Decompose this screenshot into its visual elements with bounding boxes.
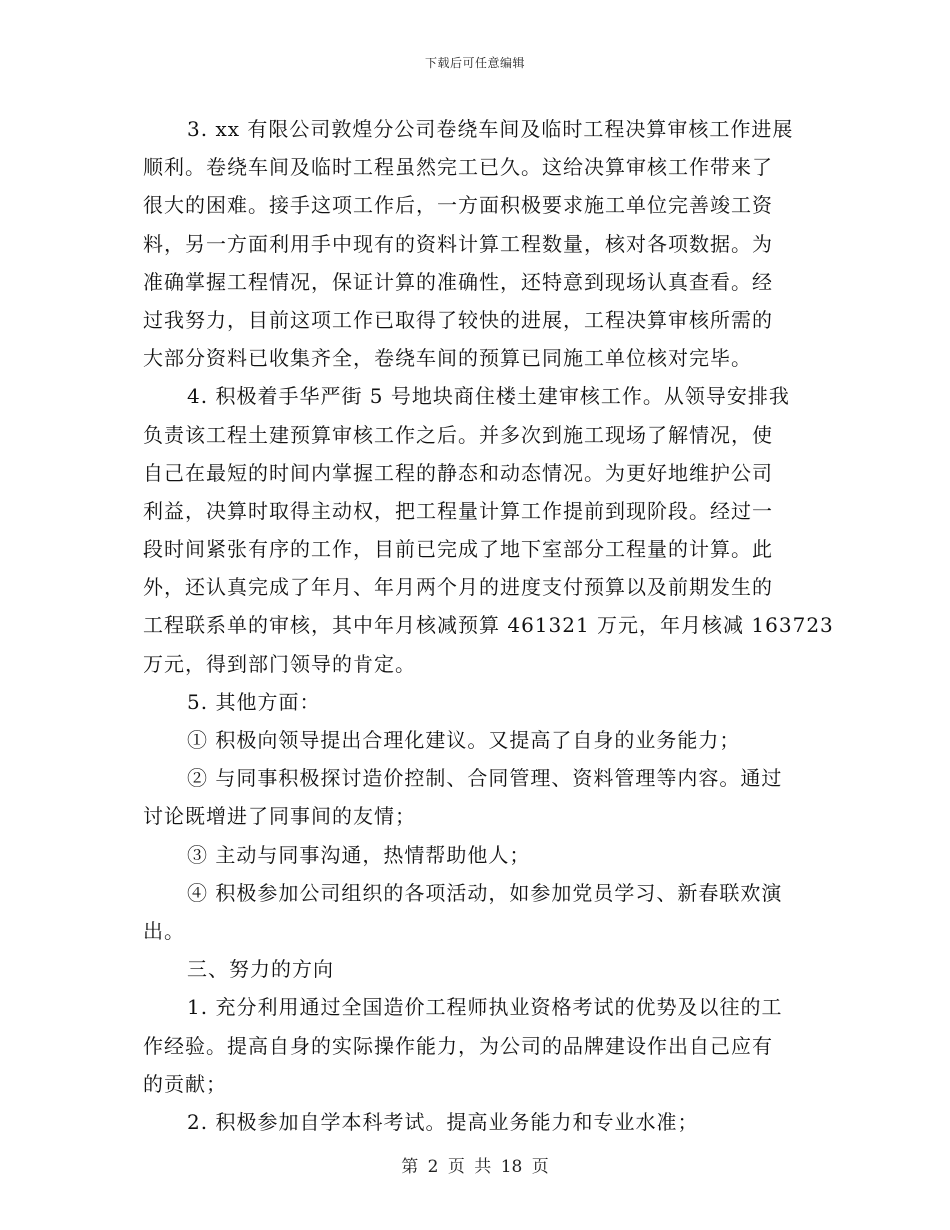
section-heading: 三、努力的方向 [187, 957, 334, 982]
list-item: ① 积极向领导提出合理化建议。又提高了自身的业务能力； [187, 728, 741, 752]
paragraph-line: 很大的困难。接手这项工作后，一方面积极要求施工单位完善竣工资 [143, 193, 773, 218]
paragraph-line: 顺利。卷绕车间及临时工程虽然完工已久。这给决算审核工作带来了 [143, 155, 773, 180]
paragraph-line: 2. 积极参加自学本科考试。提高业务能力和专业水准； [187, 1109, 699, 1134]
list-item: ③ 主动与同事沟通，热情帮助他人； [187, 842, 531, 867]
paragraph-line: 过我努力，目前这项工作已取得了较快的进展，工程决算审核所需的 [143, 307, 773, 332]
paragraph-line: 料，另一方面利用手中现有的资料计算工程数量，核对各项数据。为 [143, 231, 773, 256]
paragraph-line: 外，还认真完成了年月、年月两个月的进度支付预算以及前期发生的 [143, 575, 773, 600]
page-header: 下载后可任意编辑 [424, 56, 525, 70]
paragraph-line: 利益，决算时取得主动权，把工程量计算工作提前到现阶段。经过一 [143, 498, 773, 523]
paragraph-line: 自己在最短的时间内掌握工程的静态和动态情况。为更好地维护公司 [143, 460, 773, 485]
paragraph-line: 大部分资料已收集齐全，卷绕车间的预算已同施工单位核对完毕。 [143, 346, 752, 371]
paragraph-line: 段时间紧张有序的工作，目前已完成了地下室部分工程量的计算。此 [143, 537, 773, 562]
paragraph-line: 准确掌握工程情况，保证计算的准确性，还特意到现场认真查看。经 [143, 269, 773, 294]
list-item-continuation: 出。 [143, 918, 185, 943]
section-item: 5. 其他方面： [187, 689, 321, 714]
paragraph-line: 负责该工程土建预算审核工作之后。并多次到施工现场了解情况，使 [143, 422, 773, 447]
paragraph-line: 4. 积极着手华严街 5 号地块商住楼土建审核工作。从领导安排我 [187, 384, 790, 409]
paragraph-line: 工程联系单的审核，其中年月核减预算 461321 万元，年月核减 163723 [143, 613, 834, 638]
paragraph-line: 1. 充分利用通过全国造价工程师执业资格考试的优势及以往的工 [187, 995, 783, 1020]
list-item: ② 与同事积极探讨造价控制、合同管理、资料管理等内容。通过 [187, 766, 783, 791]
list-item: ④ 积极参加公司组织的各项活动，如参加党员学习、新春联欢演 [187, 880, 783, 905]
paragraph-line: 3. xx 有限公司敦煌分公司卷绕车间及临时工程决算审核工作进展 [187, 117, 794, 141]
page-number: 第 2 页 共 18 页 [401, 1157, 549, 1177]
paragraph-line: 作经验。提高自身的实际操作能力，为公司的品牌建设作出自己应有 [143, 1033, 773, 1058]
paragraph-line: 万元，得到部门领导的肯定。 [143, 651, 416, 676]
list-item-continuation: 讨论既增进了同事间的友情； [143, 804, 416, 829]
document-body [143, 110, 834, 1141]
paragraph-line: 的贡献； [143, 1071, 227, 1096]
